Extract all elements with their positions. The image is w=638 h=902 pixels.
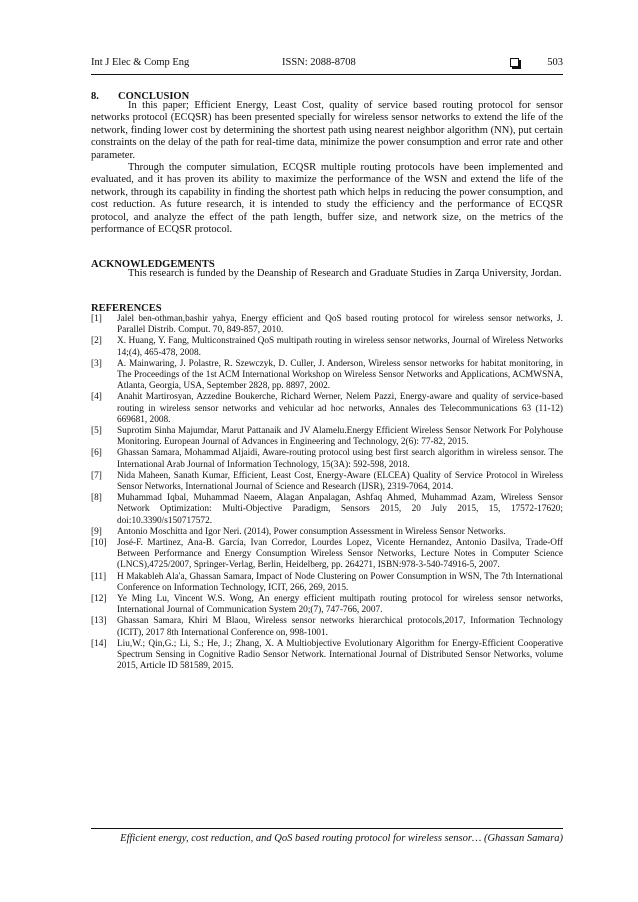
reference-number: [2] xyxy=(91,336,102,347)
reference-item xyxy=(91,572,563,594)
reference-item xyxy=(91,314,563,336)
reference-number: [8] xyxy=(91,493,102,504)
reference-text: Muhammad Iqbal, Muhammad Naeem, Alagan Anpalagan, Ashfaq Ahmed, Muhammad Azam, Wireless Sensor Network Optimization: Multi-Objective Paradigm, Sensors 2015, 20 July 2015, 15, 17572-17620; doi:10.3390/s150717572. xyxy=(117,493,563,526)
reference-item xyxy=(91,392,563,426)
reference-item xyxy=(91,448,563,470)
reference-number: [4] xyxy=(91,392,102,403)
reference-number: [9] xyxy=(91,526,102,537)
reference-item xyxy=(91,594,563,616)
reference-item xyxy=(91,527,563,538)
reference-number: [6] xyxy=(91,448,102,459)
reference-text: Ghassan Samara, Mohammad Aljaidi, Aware-routing protocol using best first search algorithm in wireless sensor. The International Arab Journal of Information Technology, 15(3A): 592-598, 2018. xyxy=(117,448,563,470)
reference-number: [12] xyxy=(91,594,107,605)
reference-number: [5] xyxy=(91,426,102,437)
reference-item xyxy=(91,616,563,638)
header-rule xyxy=(91,74,563,75)
reference-text: Ghassan Samara, Khiri M Blaou, Wireless sensor networks hierarchical protocols,2017, Information Technology (ICIT), 2017 8th International Conference on, 998-1001. xyxy=(117,616,563,638)
reference-text: Jalel ben-othman,bashir yahya, Energy efficient and QoS based routing protocol for wireless sensor networks, J. Parallel Distrib. Comput. 70, 849-857, 2010. xyxy=(117,314,563,336)
footer-rule xyxy=(91,828,563,829)
section-number: 8. xyxy=(91,91,99,102)
reference-text: X. Huang, Y. Fang, Multiconstrained QoS multipath routing in wireless sensor networks, Journal of Wireless Networks 14;(4), 465-478, 2008. xyxy=(117,336,563,358)
running-footer: Efficient energy, cost reduction, and QoS based routing protocol for wireless sensor… (Ghassan Samara) xyxy=(120,833,563,844)
page-number: 503 xyxy=(547,57,563,68)
reference-number: [14] xyxy=(91,638,107,649)
conclusion-paragraph-1: In this paper; Efficient Energy, Least Cost, quality of service based routing protocol for sensor networks protocol (ECQSR) has been presented specially for wireless sensor networks to extend the life of the network, finding lower cost by determining the shortest path using nearest neighbor algorithm (NN), put certain constraints on the delay of the path for real-time data, minimize the power consumption and error rate and other parameter. xyxy=(91,100,563,161)
acknowledgements-heading: ACKNOWLEDGEMENTS xyxy=(91,259,215,270)
reference-number: [13] xyxy=(91,616,107,627)
reference-text: José-F. Martinez, Ana-B. García, Ivan Corredor, Lourdes Lopez, Vicente Hernandez, Antonio Dasilva, Trade-Off Between Performance and Energy Consumption Wireless Sensor Networks, Lecture Notes in Computer Science (LNCS),4725/2007, Springer-Verlag, Berlin, Heidelberg, pp. 264271, ISBN:978-3-540-74916-5, 2007. xyxy=(117,538,563,571)
acknowledgements-paragraph: This research is funded by the Deanship of Research and Graduate Studies in Zarqa University, Jordan. xyxy=(128,268,562,279)
journal-name: Int J Elec & Comp Eng xyxy=(91,57,190,68)
reference-text: Liu,W.; Qin,G.; Li, S.; He, J.; Zhang, X. A Multiobjective Evolutionary Algorithm for Energy-Efficient Cooperative Spectrum Sensing in Cognitive Radio Sensor Network. International Journal of Distributed Sensor Networks, volume 2015, Article ID 581589, 2015. xyxy=(117,638,563,672)
reference-item xyxy=(91,538,563,572)
reference-item xyxy=(91,471,563,493)
checkbox-square-icon xyxy=(510,58,519,67)
reference-item xyxy=(91,359,563,393)
reference-item xyxy=(91,493,563,527)
issn: ISSN: 2088-8708 xyxy=(282,57,356,68)
reference-text: Antonio Moschitta and Igor Neri. (2014), Power consumption Assessment in Wireless Sensor Networks. xyxy=(117,526,506,537)
reference-item xyxy=(91,639,563,673)
reference-text: A. Mainwaring, J. Polastre, R. Szewczyk, D. Culler, J. Anderson, Wireless sensor networks for habitat monitoring, in The Proceedings of the 1st ACM International Workshop on Wireless Sensor Networks and Applications, ACMWSNA, Atlanta, Georgia, USA, September 2828, pp. 8897, 2002. xyxy=(117,358,563,392)
reference-number: [3] xyxy=(91,358,102,369)
running-header xyxy=(91,56,563,70)
reference-item xyxy=(91,426,563,448)
reference-text: Nida Maheen, Sanath Kumar, Efficient, Least Cost, Energy-Aware (ELCEA) Quality of Service Protocol in Wireless Sensor Networks, International Journal of Science and Research (IJSR), 2319-7064, 2014. xyxy=(117,470,563,493)
references-heading: REFERENCES xyxy=(91,303,162,314)
reference-list xyxy=(91,314,563,673)
section-title: CONCLUSION xyxy=(118,91,190,102)
reference-item xyxy=(91,336,563,358)
reference-text: H Makableh Ala'a, Ghassan Samara, Impact of Node Clustering on Power Consumption in WSN, The 7th International Conference on Information Technology, ICIT, 266, 269, 2015. xyxy=(117,571,563,593)
reference-number: [1] xyxy=(91,314,102,324)
reference-number: [7] xyxy=(91,470,102,481)
reference-text: Suprotim Sinha Majumdar, Marut Pattanaik and JV Alamelu.Energy Efficient Wireless Sensor Network For Polyhouse Monitoring. European Journal of Advances in Engineering and Technology, 2(6): 77-82, 2015. xyxy=(117,426,563,448)
reference-number: [10] xyxy=(91,538,107,549)
conclusion-paragraph-2: Through the computer simulation, ECQSR multiple routing protocols have been implemented and evaluated, and it has proven its ability to maximize the performance of the WSN and extend the life of the network, through its capability in finding the shortest path which helps in reducing the power consumption, and cost reduction. As future research, it is intended to study the efficiency and the performance of ECQSR protocol, and analyze the effect of the path length, buffer size, and network size, on the metrics of the performance of ECQSR protocol. xyxy=(91,162,563,236)
reference-number: [11] xyxy=(91,571,107,582)
reference-text: Anahit Martirosyan, Azzedine Boukerche, Richard Werner, Nelem Pazzi, Energy-aware and quality of service-based routing in wireless sensor networks and vehicular ad hoc networks, Annales des Telecommunications 63 (11-12) 669681, 2008. xyxy=(117,392,563,425)
reference-text: Ye Ming Lu, Vincent W.S. Wong, An energy efficient multipath routing protocol for wireless sensor networks, International Journal of Communication System 20;(7), 747-766, 2007. xyxy=(117,594,563,616)
